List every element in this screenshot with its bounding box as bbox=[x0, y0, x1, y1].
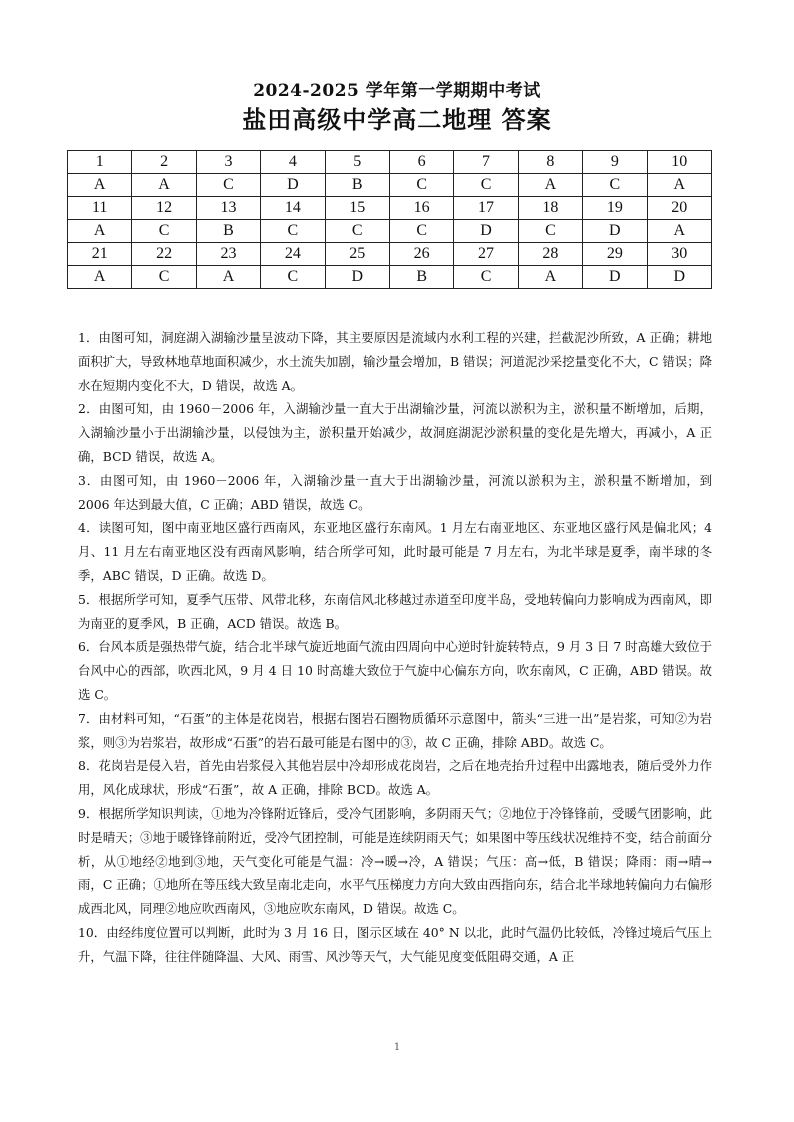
question-number: 29 bbox=[583, 243, 647, 266]
answer-cell: C bbox=[454, 266, 518, 289]
answer-cell: A bbox=[647, 174, 711, 197]
answer-cell: C bbox=[583, 174, 647, 197]
exam-subtitle: 2024-2025 学年第一学期期中考试 bbox=[253, 81, 541, 101]
answer-cell: D bbox=[454, 220, 518, 243]
question-number: 30 bbox=[647, 243, 711, 266]
question-number: 17 bbox=[454, 197, 518, 220]
explanation-paragraph: 3．由图可知，由 1960－2006 年，入湖输沙量一直大于出湖输沙量，河流以淤积为主，淤积量不断增加，到 2006 年达到最大值，C 正确；ABD 错误，故选 C。 bbox=[78, 472, 712, 512]
answer-cell: B bbox=[325, 174, 389, 197]
question-number: 22 bbox=[132, 243, 196, 266]
explanation-paragraph: 9．根据所学知识判读，①地为冷锋附近锋后，受冷气团影响，多阴雨天气；②地位于冷锋锋前，受暖气团影响，此时是晴天；③地于暖锋锋前附近，受冷气团控制，可能是连续阴雨天气；如果图中等压线状况维持不变，结合前面分析，从①地经②地到③地，天气变化可能是气温：冷→暖→冷，A 错误；气压：高→低，B 错误；降雨：雨→晴→雨，C 正确；①地所在等压线大致呈南北走向，水平气压梯度力方向大致由西指向东，结合北半球地转偏向力右偏形成西北风，同理②地应吹西南风，③地应吹东南风，D 错误。故选 C。 bbox=[78, 805, 712, 917]
question-number: 5 bbox=[325, 151, 389, 174]
explanation-paragraph: 4．读图可知，图中南亚地区盛行西南风，东亚地区盛行东南风。1 月左右南亚地区、东亚地区盛行风是偏北风；4 月、11 月左右南亚地区没有西南风影响，结合所学可知，此时最可能是 7 月左右，为北半球是夏季，南半球的冬季，ABC 错误，D 正确。故选 D。 bbox=[78, 520, 712, 583]
answer-cell: C bbox=[389, 220, 453, 243]
question-number-row bbox=[68, 197, 712, 220]
answer-cell: A bbox=[68, 174, 132, 197]
question-number: 13 bbox=[196, 197, 260, 220]
explanation-paragraph: 5．根据所学可知，夏季气压带、风带北移，东南信风北移越过赤道至印度半岛，受地转偏向力影响成为西南风，即为南亚的夏季风，B 正确，ACD 错误。故选 B。 bbox=[78, 591, 712, 631]
answer-cell: C bbox=[132, 220, 196, 243]
question-number: 14 bbox=[261, 197, 325, 220]
question-number: 11 bbox=[68, 197, 132, 220]
answer-cell: A bbox=[132, 174, 196, 197]
question-number: 6 bbox=[389, 151, 453, 174]
question-number: 2 bbox=[132, 151, 196, 174]
question-number: 16 bbox=[389, 197, 453, 220]
explanation-paragraph: 2．由图可知，由 1960－2006 年，入湖输沙量一直大于出湖输沙量，河流以淤积为主，淤积量不断增加，后期，入湖输沙量小于出湖输沙量，以侵蚀为主，淤积量开始减少，故洞庭湖泥沙淤积量的变化是先增大，再减小，A 正确，BCD 错误，故选 A。 bbox=[78, 401, 712, 464]
question-number: 26 bbox=[389, 243, 453, 266]
question-number: 21 bbox=[68, 243, 132, 266]
answer-cell: D bbox=[261, 174, 325, 197]
answer-cell: A bbox=[196, 266, 260, 289]
question-number: 25 bbox=[325, 243, 389, 266]
question-number: 1 bbox=[68, 151, 132, 174]
answer-cell: D bbox=[647, 266, 711, 289]
question-number: 15 bbox=[325, 197, 389, 220]
question-number: 10 bbox=[647, 151, 711, 174]
question-number: 7 bbox=[454, 151, 518, 174]
answer-cell: C bbox=[325, 220, 389, 243]
question-number: 19 bbox=[583, 197, 647, 220]
answer-cell: C bbox=[454, 174, 518, 197]
answer-cell: C bbox=[261, 266, 325, 289]
answer-cell: C bbox=[389, 174, 453, 197]
question-number: 23 bbox=[196, 243, 260, 266]
answer-cell: B bbox=[389, 266, 453, 289]
answer-row bbox=[68, 174, 712, 197]
question-number: 28 bbox=[518, 243, 582, 266]
question-number: 8 bbox=[518, 151, 582, 174]
explanation-paragraph: 6．台风本质是强热带气旋，结合北半球气旋近地面气流由四周向中心逆时针旋转特点，9 月 3 日 7 时高雄大致位于台风中心的西部，吹西北风，9 月 4 日 10 时高雄大致位于气旋中心偏东方向，吹东南风，C 正确，ABD 错误。故选 C。 bbox=[78, 639, 712, 702]
question-number-row bbox=[68, 243, 712, 266]
answer-cell: A bbox=[518, 174, 582, 197]
explanation-paragraph: 10．由经纬度位置可以判断，此时为 3 月 16 日，图示区域在 40° N 以北，此时气温仍比较低，冷锋过境后气压上升，气温下降，往往伴随降温、大风、雨雪、风沙等天气，大气能见度变低阻碍交通，A 正 bbox=[78, 924, 712, 964]
answer-cell: C bbox=[518, 220, 582, 243]
answer-cell: D bbox=[325, 266, 389, 289]
answer-cell: C bbox=[261, 220, 325, 243]
answer-cell: D bbox=[583, 220, 647, 243]
answer-row bbox=[68, 220, 712, 243]
answer-cell: B bbox=[196, 220, 260, 243]
explanation-paragraph: 8．花岗岩是侵入岩，首先由岩浆侵入其他岩层中冷却形成花岗岩，之后在地壳抬升过程中出露地表，随后受外力作用，风化成球状，形成“石蛋”，故 A 正确，排除 BCD。故选 A。 bbox=[78, 758, 712, 798]
answer-cell: A bbox=[647, 220, 711, 243]
question-number: 27 bbox=[454, 243, 518, 266]
answer-cell: A bbox=[68, 266, 132, 289]
answer-table bbox=[67, 150, 712, 289]
explanation-paragraph: 7．由材料可知，“石蛋”的主体是花岗岩，根据右图岩石圈物质循环示意图中，箭头“三进一出”是岩浆，可知②为岩浆，则③为岩浆岩，故形成“石蛋”的岩石最可能是右图中的③，故 C 正确，排除 ABD。故选 C。 bbox=[78, 710, 712, 750]
answer-cell: A bbox=[518, 266, 582, 289]
explanation-paragraph: 1．由图可知，洞庭湖入湖输沙量呈波动下降，其主要原因是流域内水利工程的兴建，拦截泥沙所致，A 正确；耕地面积扩大，导致林地草地面积减少，水土流失加剧，输沙量会增加，B 错误；河道泥沙采挖量变化不大，C 错误；降水在短期内变化不大，D 错误，故选 A。 bbox=[78, 330, 712, 393]
page-number: 1 bbox=[393, 1042, 401, 1053]
answer-cell: A bbox=[68, 220, 132, 243]
question-number: 3 bbox=[196, 151, 260, 174]
answer-cell: D bbox=[583, 266, 647, 289]
explanations bbox=[78, 326, 712, 969]
question-number: 9 bbox=[583, 151, 647, 174]
answer-cell: C bbox=[132, 266, 196, 289]
question-number: 24 bbox=[261, 243, 325, 266]
question-number: 4 bbox=[261, 151, 325, 174]
answer-row bbox=[68, 266, 712, 289]
page-title: 盐田高级中学高二地理 答案 bbox=[242, 105, 552, 134]
answer-cell: C bbox=[196, 174, 260, 197]
question-number: 20 bbox=[647, 197, 711, 220]
question-number-row bbox=[68, 151, 712, 174]
question-number: 18 bbox=[518, 197, 582, 220]
question-number: 12 bbox=[132, 197, 196, 220]
